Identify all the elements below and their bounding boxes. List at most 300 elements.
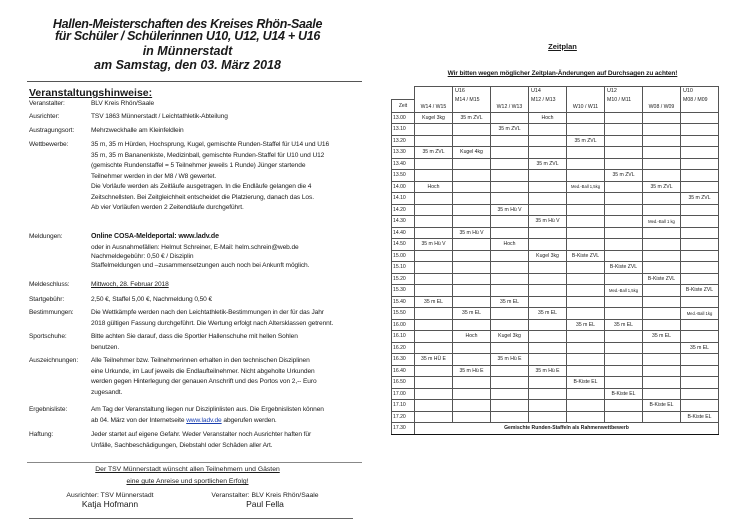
divider	[27, 81, 362, 82]
time-cell: 14.20	[392, 204, 415, 216]
col-header: W14 / W15	[415, 87, 453, 113]
event-cell: 35 m EL	[491, 296, 529, 308]
event-cell	[605, 400, 643, 412]
schedule-row	[392, 342, 719, 354]
info-line: werden gegen Hinterlegung der genauen Anschrift und des Portos von 2,-- Euro	[91, 378, 317, 385]
event-cell	[453, 124, 491, 136]
event-cell	[529, 377, 567, 389]
event-cell	[643, 170, 681, 182]
event-cell	[681, 239, 719, 251]
time-cell: 15.40	[392, 296, 415, 308]
event-cell: 35 m EL	[567, 319, 605, 331]
info-line: eine Urkunde, im Lauf jeweils die Endlaufteilnehmer. Nicht abgeholte Urkunden	[91, 367, 315, 375]
title-line-1: Hallen-Meisterschaften des Kreises Rhön-Saale	[52, 17, 323, 31]
event-cell	[681, 216, 719, 228]
event-cell: 35 m Hü V	[453, 227, 491, 239]
info-label: Veranstalter:	[29, 100, 65, 107]
event-cell	[643, 124, 681, 136]
info-line: Mehrzweckhalle am Kleinfeldlein	[91, 127, 184, 134]
closing-line-2: eine gute Anreise und sportlichen Erfolg!	[126, 478, 249, 485]
time-cell: 16.20	[392, 342, 415, 354]
event-cell	[681, 250, 719, 262]
info-line: 2018 gültigen Fassung durchgeführt. Die Wertung erfolgt nach Altersklassen getrennt.	[91, 319, 334, 327]
schedule-row	[392, 112, 719, 124]
event-cell: 35 m Hü V	[529, 216, 567, 228]
info-text: ab 04. März von der Internetseite	[91, 416, 185, 424]
title-line-3: in Münnerstadt	[142, 44, 233, 58]
event-cell	[491, 308, 529, 320]
info-label: Wettbewerbe:	[29, 141, 69, 148]
event-cell	[681, 204, 719, 216]
event-cell	[567, 365, 605, 377]
time-cell: 15.00	[392, 250, 415, 262]
event-cell	[605, 250, 643, 262]
event-cell	[453, 377, 491, 389]
event-cell	[491, 250, 529, 262]
event-cell	[567, 342, 605, 354]
event-cell: B-Kiste EL	[681, 411, 719, 423]
event-cell	[415, 124, 453, 136]
event-cell	[415, 170, 453, 182]
event-cell	[453, 342, 491, 354]
event-cell	[567, 124, 605, 136]
event-cell	[643, 239, 681, 251]
event-cell	[605, 354, 643, 366]
event-cell	[643, 204, 681, 216]
info-line: 2,50 €, Staffel 5,00 €, Nachmeldung 0,50 €	[91, 296, 213, 303]
info-value	[91, 430, 391, 451]
event-cell: 35 m EL	[453, 308, 491, 320]
event-cell	[415, 388, 453, 400]
event-cell	[567, 158, 605, 170]
event-cell	[605, 365, 643, 377]
event-cell	[681, 400, 719, 412]
event-cell	[529, 204, 567, 216]
event-cell	[529, 319, 567, 331]
info-text: abgerufen werden.	[223, 416, 277, 424]
schedule-row	[392, 308, 719, 320]
event-cell	[453, 285, 491, 297]
event-cell: B-Kiste ZVL	[643, 273, 681, 285]
info-label: Ergebnisliste:	[29, 406, 68, 413]
event-cell: Kugel 4kg	[453, 147, 491, 159]
time-cell: 13.00	[392, 112, 415, 124]
info-line: TSV 1863 Münnerstadt / Leichtathletik-Abteilung	[91, 113, 228, 120]
info-line: Jeder startet auf eigene Gefahr. Weder Veranstalter noch Ausrichter haften für	[91, 431, 312, 438]
info-line: Unfälle, Sachbeschädigungen, Diebstahl oder Schäden aller Art.	[91, 441, 273, 449]
event-cell: 35 m Hü V	[491, 204, 529, 216]
schedule-row	[392, 239, 719, 251]
event-cell	[605, 158, 643, 170]
event-cell: 35 m EL	[643, 331, 681, 343]
schedule-row	[392, 170, 719, 182]
schedule-row	[392, 262, 719, 274]
event-cell	[605, 273, 643, 285]
event-cell	[529, 354, 567, 366]
event-cell	[415, 411, 453, 423]
info-value	[91, 232, 391, 270]
signature-ausrichter	[50, 492, 170, 510]
time-cell: 17.20	[392, 411, 415, 423]
time-cell: 16.30	[392, 354, 415, 366]
event-cell	[567, 227, 605, 239]
event-cell	[605, 181, 643, 193]
info-value	[91, 112, 391, 123]
info-value	[91, 280, 391, 291]
schedule-row	[392, 365, 719, 377]
event-cell	[643, 296, 681, 308]
event-cell	[415, 319, 453, 331]
event-cell	[491, 181, 529, 193]
title-line-2: für Schüler / Schülerinnen U10, U12, U14 + U16	[54, 29, 321, 43]
time-cell: 13.30	[392, 147, 415, 159]
info-line: 35 m, 35 m Bananenkiste, Medizinball, gemischte Runden-Staffel für U10 und U12	[91, 151, 325, 159]
event-cell	[605, 331, 643, 343]
event-cell: Med.-Ball 1kg	[681, 308, 719, 320]
event-cell: 35 m ZVL	[529, 158, 567, 170]
event-cell	[643, 262, 681, 274]
event-cell	[605, 112, 643, 124]
schedule-row	[392, 273, 719, 285]
event-cell	[453, 158, 491, 170]
schedule-row	[392, 147, 719, 159]
time-cell: 17.00	[392, 388, 415, 400]
info-value	[91, 140, 391, 214]
time-cell: 15.20	[392, 273, 415, 285]
event-cell: 35 m Hü E	[491, 354, 529, 366]
schedule-row	[392, 158, 719, 170]
time-cell: 15.10	[392, 262, 415, 274]
schedule-row	[392, 204, 719, 216]
event-cell	[453, 181, 491, 193]
info-value	[91, 99, 391, 110]
event-cell	[567, 112, 605, 124]
event-cell	[491, 342, 529, 354]
info-value	[91, 308, 391, 329]
event-cell	[415, 273, 453, 285]
event-cell	[529, 170, 567, 182]
event-cell: B-Kiste EL	[567, 377, 605, 389]
col-label: M10 / M11	[607, 97, 632, 103]
schedule-table	[391, 86, 719, 435]
signature-name: Paul Fella	[246, 499, 284, 509]
event-cell: Hoch	[529, 112, 567, 124]
event-cell	[681, 227, 719, 239]
group-label: U14	[531, 88, 541, 94]
event-cell	[681, 170, 719, 182]
divider	[27, 462, 362, 463]
event-cell: Med.-Ball 1 kg	[643, 216, 681, 228]
section-heading: Veranstaltungshinweise:	[29, 87, 153, 99]
time-cell: 14.50	[392, 239, 415, 251]
info-value	[91, 126, 391, 137]
event-cell	[605, 342, 643, 354]
col-header: W10 / W11	[567, 87, 605, 113]
event-cell	[681, 158, 719, 170]
group-label: U10	[683, 88, 693, 94]
event-cell	[453, 273, 491, 285]
event-cell	[681, 377, 719, 389]
event-cell	[567, 411, 605, 423]
event-cell	[567, 193, 605, 205]
event-cell: 35 m ZVL	[415, 147, 453, 159]
event-cell	[681, 296, 719, 308]
event-cell	[491, 135, 529, 147]
group-label: U16	[455, 88, 465, 94]
event-cell: 35 m ZVL	[605, 170, 643, 182]
event-cell	[643, 319, 681, 331]
signature-veranstalter	[200, 492, 330, 510]
event-cell	[529, 285, 567, 297]
event-cell	[643, 365, 681, 377]
event-cell	[415, 158, 453, 170]
event-cell: B-Kiste ZVL	[567, 250, 605, 262]
event-cell	[453, 193, 491, 205]
event-cell: Med.-Ball 1,5kg	[605, 285, 643, 297]
event-cell: 35 m EL	[605, 319, 643, 331]
signature-name: Katja Hofmann	[81, 499, 139, 509]
event-cell	[567, 239, 605, 251]
info-line: BLV Kreis Rhön/Saale	[91, 100, 155, 107]
event-cell	[643, 377, 681, 389]
info-label: Austragungsort:	[29, 127, 75, 134]
time-cell: 14.30	[392, 216, 415, 228]
event-cell	[415, 331, 453, 343]
event-cell	[415, 216, 453, 228]
event-cell	[529, 411, 567, 423]
time-cell: 15.30	[392, 285, 415, 297]
event-cell	[681, 124, 719, 136]
time-cell: 15.50	[392, 308, 415, 320]
info-label: Auszeichnungen:	[29, 357, 79, 364]
event-cell	[643, 193, 681, 205]
event-cell	[453, 135, 491, 147]
event-cell: 35 m Hü E	[529, 365, 567, 377]
signature-role: Ausrichter: TSV Münnerstadt	[66, 492, 154, 499]
event-cell	[681, 365, 719, 377]
info-label: Meldeschluss:	[29, 281, 70, 288]
event-cell	[567, 400, 605, 412]
event-cell	[567, 331, 605, 343]
event-cell: Hoch	[453, 331, 491, 343]
event-cell	[643, 135, 681, 147]
event-cell	[415, 365, 453, 377]
event-cell	[415, 308, 453, 320]
event-cell	[567, 308, 605, 320]
info-line: Bitte achten Sie darauf, dass die Sportler Hallenschuhe mit hellen Sohlen	[91, 333, 298, 340]
event-cell	[681, 388, 719, 400]
event-cell	[453, 400, 491, 412]
event-cell	[643, 250, 681, 262]
schedule-row-final	[392, 423, 719, 435]
event-cell	[529, 147, 567, 159]
time-cell: 13.50	[392, 170, 415, 182]
event-cell	[567, 354, 605, 366]
schedule-row	[392, 135, 719, 147]
event-cell	[453, 411, 491, 423]
event-cell	[529, 124, 567, 136]
event-cell	[491, 411, 529, 423]
event-cell: Kugel 3kg	[491, 331, 529, 343]
schedule-row	[392, 354, 719, 366]
schedule-page	[375, 0, 750, 530]
info-line: oder in Ausnahmefällen: Helmut Schreiner, E-Mail: helm.schrein@web.de	[91, 243, 299, 251]
event-cell: Hoch	[415, 181, 453, 193]
schedule-row	[392, 411, 719, 423]
event-cell	[453, 262, 491, 274]
info-line: Nachmeldegebühr: 0,50 € / Disziplin	[91, 252, 194, 260]
schedule-row	[392, 193, 719, 205]
divider	[29, 518, 353, 519]
event-cell	[491, 365, 529, 377]
event-cell	[529, 239, 567, 251]
info-line: Online COSA-Meldeportal: www.ladv.de	[91, 233, 219, 240]
event-cell	[491, 273, 529, 285]
event-cell	[605, 308, 643, 320]
info-line: Mittwoch, 28. Februar 2018	[91, 281, 169, 288]
event-cell	[529, 181, 567, 193]
col-header: W08 / W09	[643, 87, 681, 113]
event-cell	[567, 147, 605, 159]
event-cell: 35 m ZVL	[681, 193, 719, 205]
schedule-row	[392, 227, 719, 239]
event-cell	[529, 135, 567, 147]
event-cell	[491, 112, 529, 124]
event-cell	[567, 388, 605, 400]
event-cell	[605, 216, 643, 228]
event-cell	[681, 135, 719, 147]
event-cell	[567, 204, 605, 216]
event-cell	[681, 331, 719, 343]
event-cell	[491, 170, 529, 182]
event-cell	[491, 193, 529, 205]
event-cell	[529, 262, 567, 274]
event-cell: 35 m EL	[681, 342, 719, 354]
schedule-row	[392, 400, 719, 412]
event-cell	[453, 170, 491, 182]
event-cell	[491, 285, 529, 297]
header-row	[392, 87, 719, 100]
event-cell	[415, 262, 453, 274]
schedule-row	[392, 296, 719, 308]
event-cell	[529, 227, 567, 239]
event-cell: 35 m ZVL	[643, 181, 681, 193]
event-cell	[681, 262, 719, 274]
event-cell: 35 m Hü V	[415, 239, 453, 251]
info-value	[91, 295, 391, 306]
time-cell: 16.00	[392, 319, 415, 331]
event-cell	[643, 227, 681, 239]
info-line: Alle Teilnehmer bzw. Teilnehmerinnen erhalten in den technischen Disziplinen	[91, 357, 310, 364]
event-cell	[529, 193, 567, 205]
signature-role: Veranstalter: BLV Kreis Rhön/Saale	[211, 492, 319, 499]
schedule-row	[392, 377, 719, 389]
event-cell	[567, 170, 605, 182]
col-header: W12 / W13	[491, 87, 529, 113]
event-cell	[643, 354, 681, 366]
col-label: M08 / M09	[683, 97, 708, 103]
event-cell	[529, 400, 567, 412]
info-line: Am Tag der Veranstaltung liegen nur Disziplinlisten aus. Die Ergebnislisten können	[91, 406, 324, 413]
info-value	[91, 405, 391, 426]
info-label: Sportschuhe:	[29, 333, 67, 340]
event-cell	[415, 400, 453, 412]
schedule-row	[392, 250, 719, 262]
event-cell	[453, 354, 491, 366]
event-cell	[605, 147, 643, 159]
info-line: Die Vorläufe werden als Zeitläufe ausgetragen. In die Endläufe gelangen die 4	[91, 183, 312, 190]
event-cell	[453, 250, 491, 262]
event-cell	[681, 273, 719, 285]
col-header	[529, 87, 567, 113]
info-label: Startgebühr:	[29, 296, 65, 303]
event-cell	[567, 273, 605, 285]
event-cell: Kugel 3kg	[529, 250, 567, 262]
event-cell	[567, 262, 605, 274]
event-cell	[415, 135, 453, 147]
event-cell	[681, 181, 719, 193]
event-cell	[605, 227, 643, 239]
event-cell: Med.-Ball 1,5kg	[567, 181, 605, 193]
info-value	[91, 356, 391, 398]
event-cell	[453, 216, 491, 228]
event-cell	[453, 388, 491, 400]
event-cell	[453, 239, 491, 251]
event-cell	[415, 204, 453, 216]
ladv-link[interactable]: www.ladv.de	[186, 416, 222, 424]
event-cell	[491, 377, 529, 389]
schedule-notice: Wir bitten wegen möglicher Zeitplan-Änderungen auf Durchsagen zu achten!	[447, 70, 678, 77]
event-cell	[681, 354, 719, 366]
event-cell	[415, 285, 453, 297]
closing-line-1: Der TSV Münnerstadt wünscht allen Teilnehmern und Gästen	[95, 466, 280, 473]
event-cell	[491, 400, 529, 412]
event-cell: 35 m ZVL	[453, 112, 491, 124]
event-cell: 35 m ZVL	[491, 124, 529, 136]
event-cell: 35 m EL	[415, 296, 453, 308]
time-cell: 13.10	[392, 124, 415, 136]
event-cell	[529, 296, 567, 308]
event-cell	[491, 227, 529, 239]
time-cell: 14.10	[392, 193, 415, 205]
schedule-row	[392, 181, 719, 193]
event-cell: 35 m ZVL	[567, 135, 605, 147]
event-cell	[643, 285, 681, 297]
event-cell: Kugel 3kg	[415, 112, 453, 124]
event-cell	[643, 388, 681, 400]
event-cell	[529, 342, 567, 354]
col-label: M14 / M15	[455, 97, 480, 103]
event-cell: B-Kiste EL	[643, 400, 681, 412]
event-cell	[491, 262, 529, 274]
schedule-row	[392, 285, 719, 297]
info-label: Bestimmungen:	[29, 309, 74, 316]
event-cell	[491, 158, 529, 170]
schedule-row	[392, 388, 719, 400]
info-line: 35 m, 35 m Hürden, Hochsprung, Kugel, gemischte Runden-Staffel für U14 und U16	[91, 141, 330, 148]
event-cell: 35 m EL	[529, 308, 567, 320]
event-cell	[491, 388, 529, 400]
event-cell	[415, 250, 453, 262]
event-cell	[643, 411, 681, 423]
event-cell: 35 m Hü E	[453, 365, 491, 377]
info-label: Haftung:	[29, 431, 54, 438]
time-cell: 16.10	[392, 331, 415, 343]
event-cell: B-Kiste EL	[605, 388, 643, 400]
event-cell	[643, 147, 681, 159]
event-cell	[643, 308, 681, 320]
event-cell	[415, 227, 453, 239]
